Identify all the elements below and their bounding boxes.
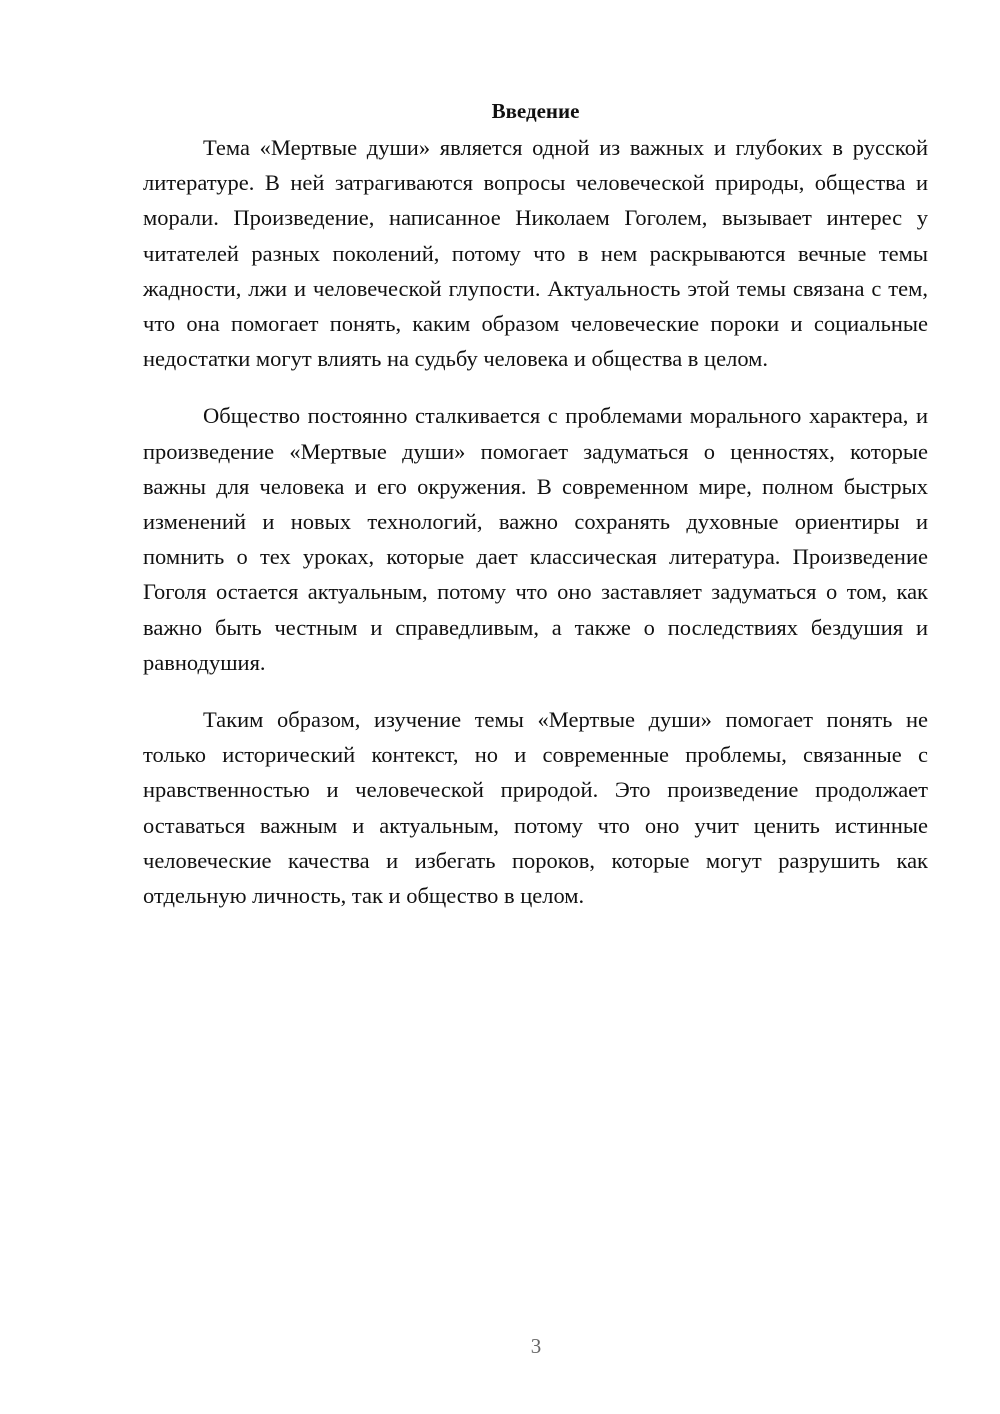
section-heading: Введение — [491, 99, 580, 123]
paragraph-2: Общество постоянно сталкивается с проблемами морального характера, и произведение «Мертвые души» помогает задуматься о ценностях, которые важны для человека и его окружения. В современном мире, полном быстрых изменений и новых технологий, важно сохранять духовные ориентиры и помнить о тех уроках, которые дает классическая литература. Произведение Гоголя остается актуальным, потому что оно заставляет задуматься о том, как важно быть честным и справедливым, а также о последствиях бездушия и равнодушия. — [143, 403, 928, 675]
paragraph-1: Тема «Мертвые души» является одной из важных и глубоких в русской литературе. В ней затрагиваются вопросы человеческой природы, общества и морали. Произведение, написанное Николаем Гоголем, вызывает интерес у читателей разных поколений, потому что в нем раскрываются вечные темы жадности, лжи и человеческой глупости. Актуальность этой темы связана с тем, что она помогает понять, каким образом человеческие пороки и социальные недостатки могут влиять на судьбу человека и общества в целом. — [143, 135, 928, 372]
page-number: 3 — [530, 1334, 542, 1358]
paragraph-3: Таким образом, изучение темы «Мертвые души» помогает понять не только исторический контекст, но и современные проблемы, связанные с нравственностью и человеческой природой. Это произведение продолжает оставаться важным и актуальным, потому что оно учит ценить истинные человеческие качества и избегать пороков, которые могут разрушить как отдельную личность, так и общество в целом. — [143, 707, 928, 909]
page-content — [143, 96, 928, 935]
